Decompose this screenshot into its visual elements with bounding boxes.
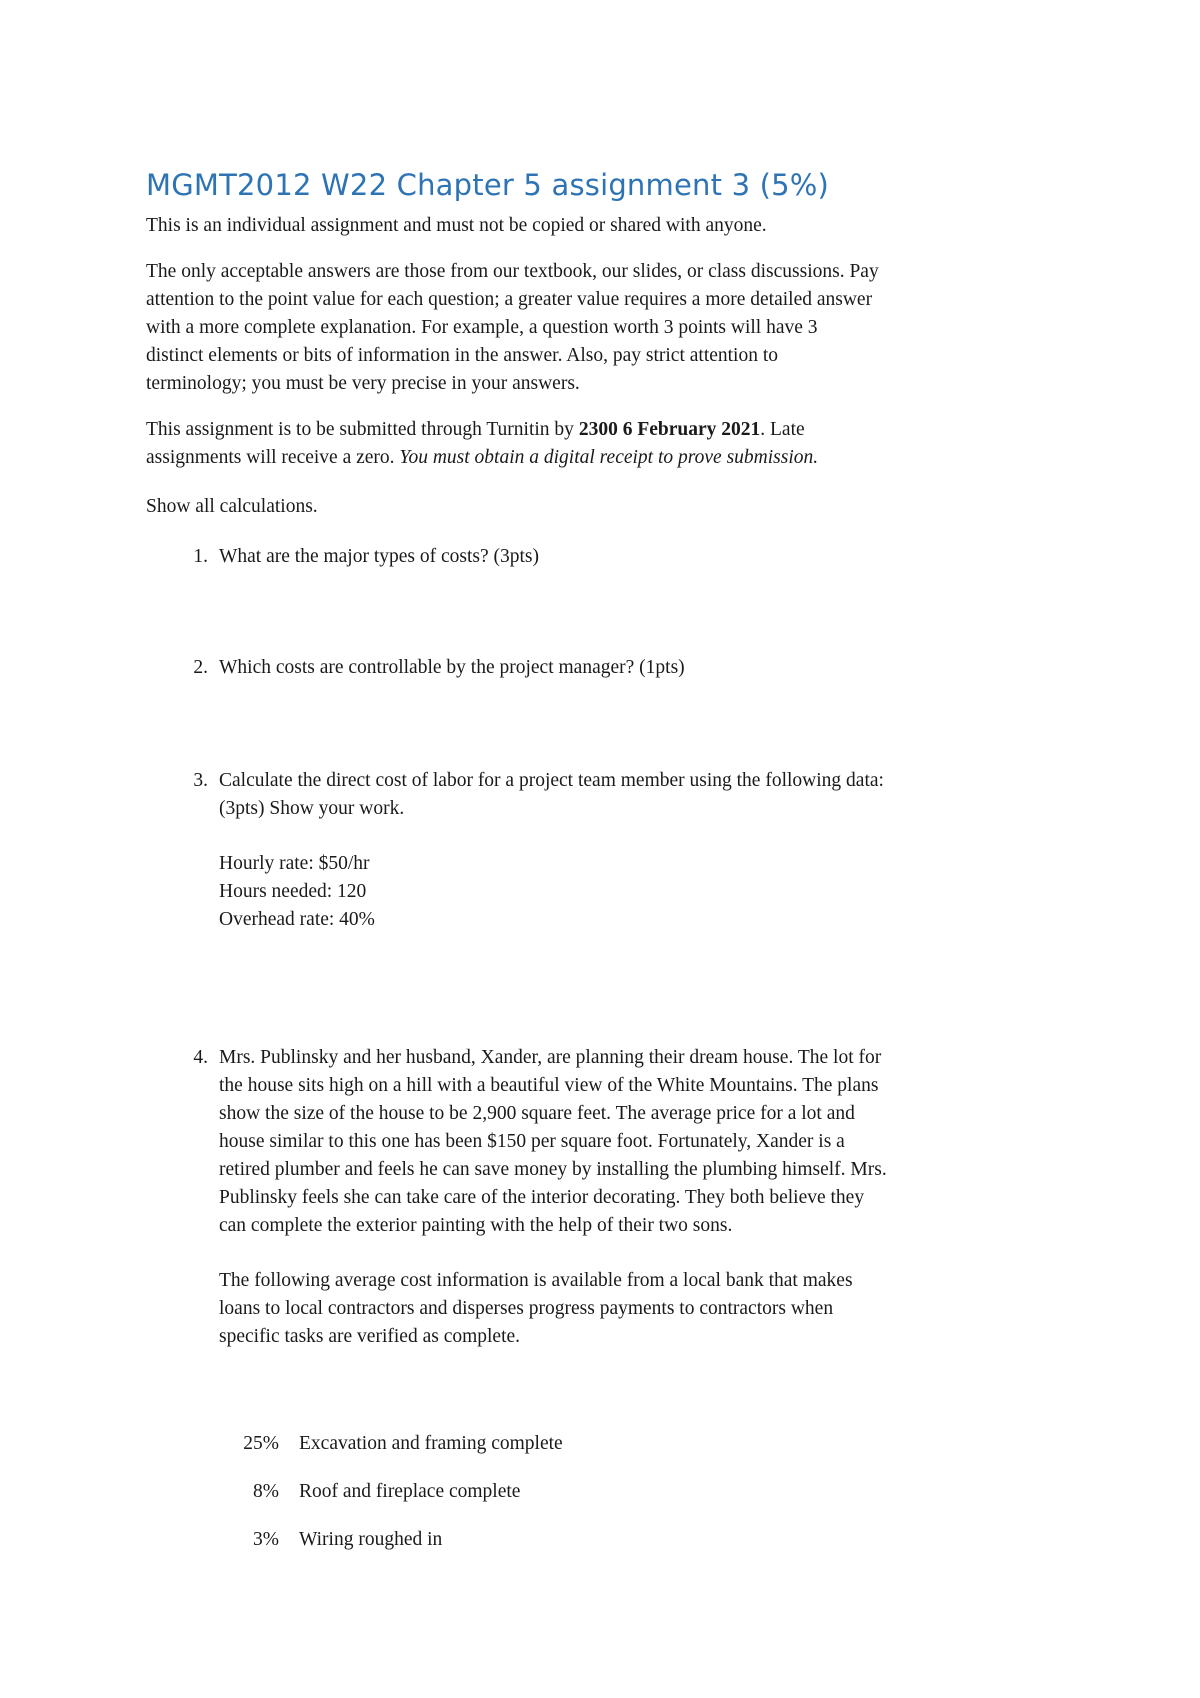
instructions-line: The only acceptable answers are those from our textbook, our slides, or class discussions. Pay — [146, 261, 879, 282]
submission-paragraph — [146, 416, 1076, 472]
question-text — [219, 1044, 1069, 1240]
submission-text: This assignment is to be submitted through Turnitin by — [146, 419, 579, 440]
progress-label: Excavation and framing complete — [299, 1433, 563, 1454]
instructions-line: distinct elements or bits of information in the answer. Also, pay strict attention to — [146, 345, 779, 366]
question-line: Mrs. Publinsky and her husband, Xander, are planning their dream house. The lot for — [219, 1047, 882, 1068]
question-line: (3pts) Show your work. — [219, 798, 405, 819]
progress-percent: 3% — [253, 1529, 279, 1550]
question-line: show the size of the house to be 2,900 square feet. The average price for a lot and — [219, 1103, 855, 1124]
question-number: 1. — [193, 546, 208, 567]
question-text — [219, 543, 1069, 571]
document-title: MGMT2012 W22 Chapter 5 assignment 3 (5%) — [146, 168, 830, 202]
cost-info-paragraph — [219, 1267, 1069, 1351]
cost-info-line: specific tasks are verified as complete. — [219, 1326, 521, 1347]
instructions-line: terminology; you must be very precise in your answers. — [146, 373, 580, 394]
progress-percent: 25% — [243, 1433, 279, 1454]
question-number: 3. — [193, 770, 208, 791]
question-line: Which costs are controllable by the project manager? (1pts) — [219, 657, 685, 678]
hours-needed: Hours needed: 120 — [219, 881, 367, 902]
question-line: What are the major types of costs? (3pts) — [219, 546, 540, 567]
question-text — [219, 767, 1069, 823]
submission-deadline: 2300 6 February 2021 — [578, 419, 761, 440]
submission-text: . Late — [760, 419, 805, 440]
receipt-note: You must obtain a digital receipt to prove submission. — [399, 447, 819, 468]
instructions-paragraph — [146, 258, 1076, 398]
question-line: can complete the exterior painting with the help of their two sons. — [219, 1215, 733, 1236]
hourly-rate: Hourly rate: $50/hr — [219, 853, 370, 874]
question-line: house similar to this one has been $150 per square foot. Fortunately, Xander is a — [219, 1131, 845, 1152]
cost-info-line: The following average cost information is available from a local bank that makes — [219, 1270, 853, 1291]
question-number: 2. — [193, 657, 208, 678]
question-text — [219, 654, 1069, 682]
intro-paragraph: This is an individual assignment and must not be copied or shared with anyone. — [146, 215, 767, 236]
instructions-line: attention to the point value for each question; a greater value requires a more detailed answer — [146, 289, 873, 310]
progress-label: Roof and fireplace complete — [299, 1481, 521, 1502]
show-calculations-note: Show all calculations. — [146, 496, 318, 517]
overhead-rate: Overhead rate: 40% — [219, 909, 375, 930]
instructions-line: with a more complete explanation. For example, a question worth 3 points will have 3 — [146, 317, 818, 338]
question-line: Calculate the direct cost of labor for a project team member using the following data: — [219, 770, 884, 791]
question-line: the house sits high on a hill with a beautiful view of the White Mountains. The plans — [219, 1075, 879, 1096]
question-line: Publinsky feels she can take care of the interior decorating. They both believe they — [219, 1187, 865, 1208]
progress-label: Wiring roughed in — [299, 1529, 443, 1550]
labor-data — [219, 850, 375, 934]
submission-text: assignments will receive a zero. — [146, 447, 400, 468]
progress-percent: 8% — [253, 1481, 279, 1502]
cost-info-line: loans to local contractors and disperses progress payments to contractors when — [219, 1298, 834, 1319]
question-number: 4. — [193, 1047, 208, 1068]
question-line: retired plumber and feels he can save money by installing the plumbing himself. Mrs. — [219, 1159, 887, 1180]
